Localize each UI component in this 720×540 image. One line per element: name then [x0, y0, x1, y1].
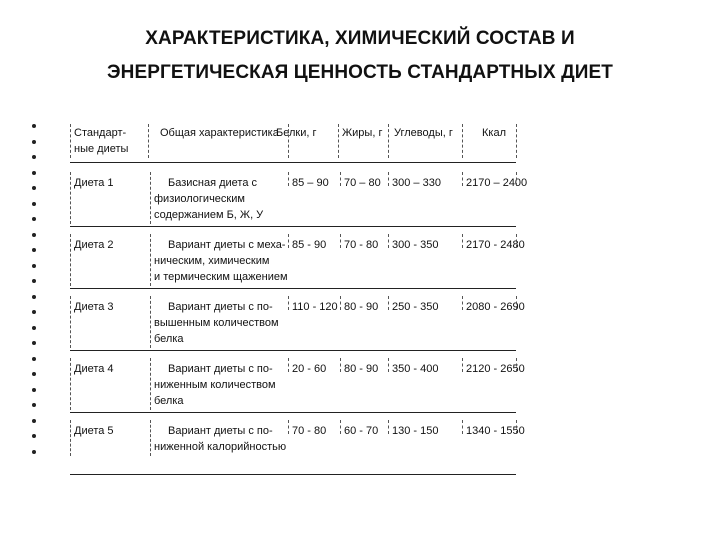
table-col-separator	[150, 420, 152, 456]
diet-description-line: Вариант диеты с по-	[168, 363, 273, 375]
protein-value: 85 – 90	[292, 177, 329, 189]
kcal-value: 2080 - 2690	[466, 301, 525, 313]
table-rule	[70, 412, 516, 413]
table-col-separator	[462, 296, 464, 310]
table-col-separator	[288, 420, 290, 434]
table-col-separator	[70, 172, 72, 224]
table-col-separator	[288, 234, 290, 248]
bullet-dot	[32, 186, 36, 190]
bullet-dot	[32, 450, 36, 454]
carbs-value: 130 - 150	[392, 425, 439, 437]
fat-value: 70 – 80	[344, 177, 381, 189]
carbs-value: 300 - 350	[392, 239, 439, 251]
table-col-separator	[288, 124, 290, 158]
table-col-separator	[288, 172, 290, 186]
bullet-dot	[32, 326, 36, 330]
table-col-separator	[516, 420, 518, 434]
table-col-separator	[388, 420, 390, 434]
diet-description-line: Вариант диеты с меха-	[168, 239, 286, 251]
bullet-dot	[32, 403, 36, 407]
diet-description-line: вышенным количеством	[154, 317, 279, 329]
diet-description-line: содержанием Б, Ж, У	[154, 209, 264, 221]
bullet-dot	[32, 171, 36, 175]
table-col-separator	[462, 420, 464, 434]
bullet-dot	[32, 248, 36, 252]
carbs-value: 300 – 330	[392, 177, 441, 189]
table-col-separator	[388, 358, 390, 372]
diet-name: Диета 4	[74, 363, 114, 375]
table-col-separator	[388, 124, 390, 158]
bullet-dot	[32, 310, 36, 314]
bullet-dot	[32, 372, 36, 376]
bullet-dot	[32, 155, 36, 159]
table-col-separator	[70, 420, 72, 456]
table-rule	[70, 162, 516, 163]
header-col5: Углеводы, г	[394, 127, 453, 139]
table-col-separator	[516, 124, 518, 158]
table-col-separator	[150, 296, 152, 348]
table-col-separator	[340, 296, 342, 310]
bullet-dot	[32, 388, 36, 392]
table-col-separator	[340, 172, 342, 186]
title-line-2: ЭНЕРГЕТИЧЕСКАЯ ЦЕННОСТЬ СТАНДАРТНЫХ ДИЕТ	[107, 62, 613, 83]
bullet-dot	[32, 140, 36, 144]
table-col-separator	[338, 124, 340, 158]
header-col3: Белки, г	[276, 127, 317, 139]
table-col-separator	[288, 358, 290, 372]
table-col-separator	[462, 124, 464, 158]
table-rule	[70, 474, 516, 475]
table-col-separator	[150, 234, 152, 286]
table-col-separator	[288, 296, 290, 310]
diet-description-line: и термическим щажением	[154, 271, 288, 283]
table-col-separator	[340, 234, 342, 248]
bullet-dot	[32, 434, 36, 438]
table-col-separator	[70, 234, 72, 286]
bullet-dot	[32, 279, 36, 283]
bullet-dot	[32, 233, 36, 237]
diet-description-line: ниженным количеством	[154, 379, 276, 391]
table-col-separator	[70, 124, 72, 158]
bullet-dot	[32, 124, 36, 128]
diet-description-line: ниженной калорийностью	[154, 441, 287, 453]
kcal-value: 1340 - 1550	[466, 425, 525, 437]
diet-description-line: белка	[154, 333, 184, 345]
table-col-separator	[462, 234, 464, 248]
table-col-separator	[516, 296, 518, 310]
protein-value: 85 - 90	[292, 239, 327, 251]
fat-value: 80 - 90	[344, 301, 379, 313]
fat-value: 70 - 80	[344, 239, 379, 251]
header-col1-line1: Стандарт-	[74, 127, 127, 139]
protein-value: 20 - 60	[292, 363, 327, 375]
table-rule	[70, 350, 516, 351]
table-col-separator	[148, 124, 150, 158]
diet-name: Диета 2	[74, 239, 114, 251]
table-col-separator	[516, 234, 518, 248]
diet-description-line: Вариант диеты с по-	[168, 425, 273, 437]
table-rule	[70, 288, 516, 289]
title-line-1: ХАРАКТЕРИСТИКА, ХИМИЧЕСКИЙ СОСТАВ И	[145, 28, 575, 49]
header-col2: Общая характеристика	[160, 127, 279, 139]
diet-description-line: белка	[154, 395, 184, 407]
table-col-separator	[462, 358, 464, 372]
table-rule	[70, 226, 516, 227]
bullet-dot	[32, 217, 36, 221]
bullet-dot	[32, 295, 36, 299]
diet-description-line: физиологическим	[154, 193, 245, 205]
header-col4: Жиры, г	[342, 127, 383, 139]
kcal-value: 2170 – 2400	[466, 177, 528, 189]
table-col-separator	[516, 172, 518, 186]
table-col-separator	[340, 420, 342, 434]
protein-value: 70 - 80	[292, 425, 327, 437]
protein-value: 110 - 120	[292, 301, 338, 313]
diet-name: Диета 5	[74, 425, 114, 437]
kcal-value: 2120 - 2650	[466, 363, 525, 375]
fat-value: 80 - 90	[344, 363, 379, 375]
diet-description-line: ническим, химическим	[154, 255, 270, 267]
bullet-dot	[32, 202, 36, 206]
bullet-dot	[32, 419, 36, 423]
carbs-value: 350 - 400	[392, 363, 439, 375]
table-col-separator	[150, 172, 152, 224]
slide-title	[0, 22, 720, 90]
table-col-separator	[150, 358, 152, 410]
fat-value: 60 - 70	[344, 425, 379, 437]
table-col-separator	[516, 358, 518, 372]
header-col6: Ккал	[482, 127, 506, 139]
diet-name: Диета 3	[74, 301, 114, 313]
table-col-separator	[462, 172, 464, 186]
bullet-dot	[32, 357, 36, 361]
table-col-separator	[388, 234, 390, 248]
diet-name: Диета 1	[74, 177, 114, 189]
carbs-value: 250 - 350	[392, 301, 439, 313]
kcal-value: 2170 - 2480	[466, 239, 525, 251]
diet-description-line: Базисная диета с	[168, 177, 258, 189]
table-col-separator	[340, 358, 342, 372]
table-col-separator	[70, 358, 72, 410]
bullet-dot	[32, 264, 36, 268]
header-col1-line2: ные диеты	[74, 143, 129, 155]
bullet-dot	[32, 341, 36, 345]
table-col-separator	[388, 296, 390, 310]
table-col-separator	[70, 296, 72, 348]
diet-description-line: Вариант диеты с по-	[168, 301, 273, 313]
table-col-separator	[388, 172, 390, 186]
